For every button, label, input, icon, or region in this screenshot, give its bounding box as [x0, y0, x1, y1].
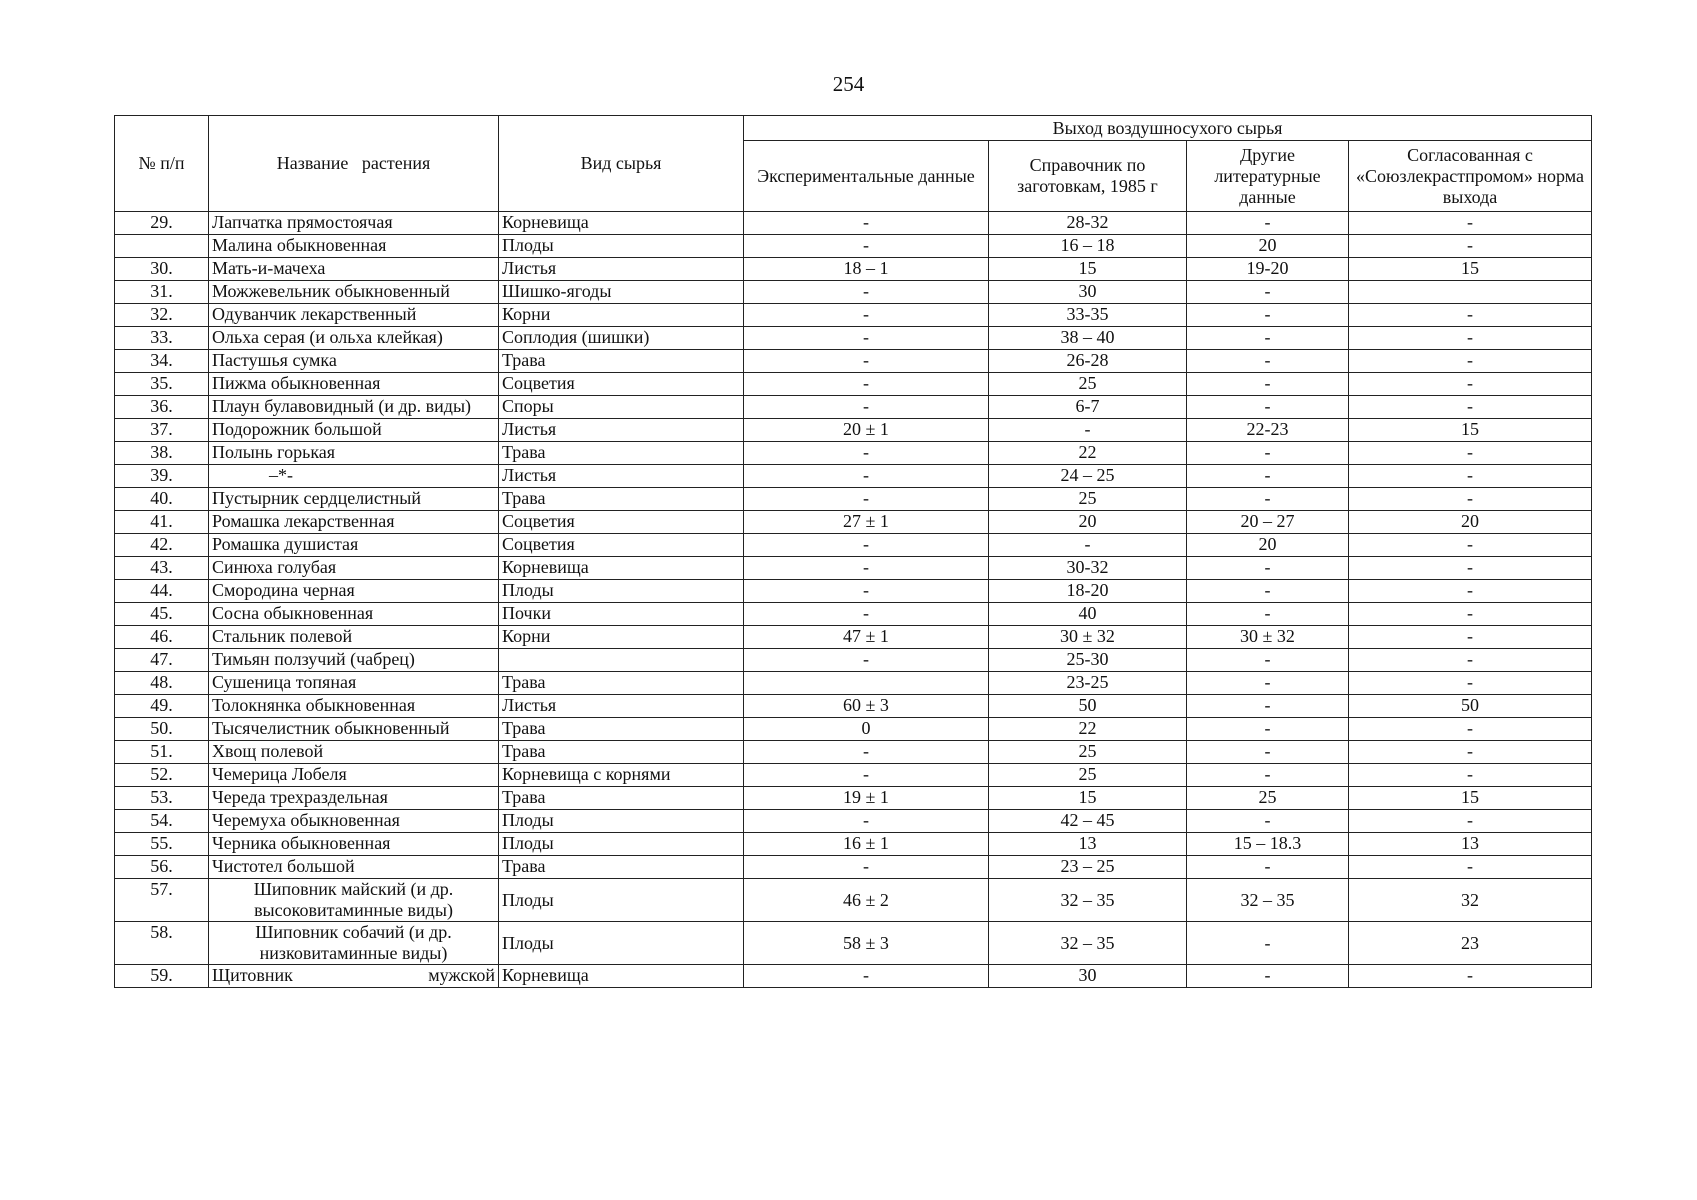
row-number: 31. [115, 281, 209, 304]
other-literature-value: 20 [1187, 534, 1349, 557]
header-experimental: Экспериментальные данные [744, 141, 989, 212]
plant-name: Лапчатка прямостоячая [209, 212, 499, 235]
row-number: 53. [115, 787, 209, 810]
agreed-norm-value: - [1349, 235, 1592, 258]
agreed-norm-value: - [1349, 672, 1592, 695]
raw-material-type: Корни [499, 304, 744, 327]
reference-value: 33-35 [989, 304, 1187, 327]
row-number: 39. [115, 465, 209, 488]
raw-material-type: Соплодия (шишки) [499, 327, 744, 350]
experimental-value: 58 ± 3 [744, 922, 989, 965]
plant-name: Черемуха обыкновенная [209, 810, 499, 833]
agreed-norm-value: - [1349, 442, 1592, 465]
raw-material-type: Корни [499, 626, 744, 649]
agreed-norm-value: - [1349, 603, 1592, 626]
other-literature-value: - [1187, 741, 1349, 764]
row-number: 58. [115, 922, 209, 965]
reference-value: 25-30 [989, 649, 1187, 672]
agreed-norm-value: 15 [1349, 419, 1592, 442]
experimental-value: - [744, 350, 989, 373]
experimental-value: 27 ± 1 [744, 511, 989, 534]
other-literature-value: 15 – 18.3 [1187, 833, 1349, 856]
table-row [115, 350, 1592, 373]
agreed-norm-value: 23 [1349, 922, 1592, 965]
plant-name: Пастушья сумка [209, 350, 499, 373]
other-literature-value: - [1187, 212, 1349, 235]
other-literature-value: - [1187, 718, 1349, 741]
reference-value: 13 [989, 833, 1187, 856]
other-literature-value: - [1187, 965, 1349, 988]
reference-value: 24 – 25 [989, 465, 1187, 488]
table-row [115, 419, 1592, 442]
raw-material-type: Корневища [499, 212, 744, 235]
reference-value: 30 ± 32 [989, 626, 1187, 649]
reference-value: 28-32 [989, 212, 1187, 235]
table-row [115, 879, 1592, 922]
plant-name: Пустырник сердцелистный [209, 488, 499, 511]
other-literature-value: - [1187, 580, 1349, 603]
reference-value: 25 [989, 488, 1187, 511]
plant-name: Сосна обыкновенная [209, 603, 499, 626]
table-row [115, 212, 1592, 235]
agreed-norm-value: - [1349, 856, 1592, 879]
raw-material-type [499, 649, 744, 672]
reference-value: 23-25 [989, 672, 1187, 695]
raw-material-type: Плоды [499, 922, 744, 965]
plant-name: Тимьян ползучий (чабрец) [209, 649, 499, 672]
other-literature-value: - [1187, 327, 1349, 350]
table-row [115, 488, 1592, 511]
agreed-norm-value: - [1349, 965, 1592, 988]
agreed-norm-value: - [1349, 580, 1592, 603]
raw-material-type: Корневища [499, 965, 744, 988]
raw-material-type: Листья [499, 465, 744, 488]
other-literature-value: - [1187, 281, 1349, 304]
plant-name: Полынь горькая [209, 442, 499, 465]
raw-material-type: Трава [499, 672, 744, 695]
header-reference-1985: Справочник по заготовкам, 1985 г [989, 141, 1187, 212]
other-literature-value: 22-23 [1187, 419, 1349, 442]
header-other-literature: Другие литературные данные [1187, 141, 1349, 212]
other-literature-value: - [1187, 649, 1349, 672]
table-row [115, 396, 1592, 419]
row-number: 30. [115, 258, 209, 281]
experimental-value: - [744, 534, 989, 557]
table-row [115, 810, 1592, 833]
raw-material-type: Плоды [499, 580, 744, 603]
table-row [115, 281, 1592, 304]
raw-material-type: Трава [499, 488, 744, 511]
experimental-value: - [744, 580, 989, 603]
row-number: 56. [115, 856, 209, 879]
row-number: 57. [115, 879, 209, 922]
other-literature-value: 19-20 [1187, 258, 1349, 281]
row-number: 48. [115, 672, 209, 695]
other-literature-value: 20 – 27 [1187, 511, 1349, 534]
agreed-norm-value: 32 [1349, 879, 1592, 922]
raw-material-type: Листья [499, 695, 744, 718]
raw-material-type: Листья [499, 419, 744, 442]
agreed-norm-value: - [1349, 488, 1592, 511]
raw-material-type: Плоды [499, 235, 744, 258]
experimental-value: 16 ± 1 [744, 833, 989, 856]
plant-name: Шиповник собачий (и др. низковитаминные виды) [209, 922, 499, 965]
other-literature-value: - [1187, 304, 1349, 327]
reference-value: 40 [989, 603, 1187, 626]
row-number: 37. [115, 419, 209, 442]
other-literature-value: - [1187, 603, 1349, 626]
plant-name: Подорожник большой [209, 419, 499, 442]
experimental-value: - [744, 442, 989, 465]
plant-name: Можжевельник обыкновенный [209, 281, 499, 304]
plant-name: Малина обыкновенная [209, 235, 499, 258]
experimental-value: - [744, 327, 989, 350]
experimental-value: - [744, 304, 989, 327]
row-number: 35. [115, 373, 209, 396]
agreed-norm-value: - [1349, 212, 1592, 235]
raw-material-type: Плоды [499, 833, 744, 856]
agreed-norm-value: 15 [1349, 258, 1592, 281]
raw-material-type: Трава [499, 741, 744, 764]
reference-value: 15 [989, 258, 1187, 281]
other-literature-value: - [1187, 764, 1349, 787]
plant-name: Чемерица Лобеля [209, 764, 499, 787]
other-literature-value: 20 [1187, 235, 1349, 258]
raw-material-type: Корневища с корнями [499, 764, 744, 787]
reference-value: 22 [989, 442, 1187, 465]
table-row [115, 258, 1592, 281]
other-literature-value: - [1187, 695, 1349, 718]
experimental-value: 0 [744, 718, 989, 741]
plant-name: Череда трехраздельная [209, 787, 499, 810]
plant-name: Шиповник майский (и др. высоковитаминные виды) [209, 879, 499, 922]
reference-value: 32 – 35 [989, 879, 1187, 922]
raw-material-type: Корневища [499, 557, 744, 580]
reference-value: 25 [989, 764, 1187, 787]
experimental-value: - [744, 396, 989, 419]
table-row [115, 534, 1592, 557]
row-number: 46. [115, 626, 209, 649]
row-number: 41. [115, 511, 209, 534]
plant-name: Черника обыкновенная [209, 833, 499, 856]
raw-material-type: Соцветия [499, 373, 744, 396]
reference-value: 38 – 40 [989, 327, 1187, 350]
raw-material-type: Трава [499, 442, 744, 465]
table-row [115, 764, 1592, 787]
experimental-value: - [744, 649, 989, 672]
table-row [115, 672, 1592, 695]
table-row [115, 235, 1592, 258]
plant-name: Чистотел большой [209, 856, 499, 879]
reference-value: 16 – 18 [989, 235, 1187, 258]
row-number [115, 235, 209, 258]
row-number: 49. [115, 695, 209, 718]
plant-name: –*- [209, 465, 499, 488]
row-number: 34. [115, 350, 209, 373]
header-raw-material-type: Вид сырья [499, 116, 744, 212]
row-number: 51. [115, 741, 209, 764]
reference-value: 30 [989, 281, 1187, 304]
row-number: 32. [115, 304, 209, 327]
table-row [115, 965, 1592, 988]
other-literature-value: - [1187, 672, 1349, 695]
agreed-norm-value: - [1349, 810, 1592, 833]
raw-material-type: Трава [499, 350, 744, 373]
reference-value: 23 – 25 [989, 856, 1187, 879]
other-literature-value: - [1187, 396, 1349, 419]
table-row [115, 304, 1592, 327]
other-literature-value: 32 – 35 [1187, 879, 1349, 922]
experimental-value: 47 ± 1 [744, 626, 989, 649]
experimental-value: - [744, 810, 989, 833]
plant-name: Хвощ полевой [209, 741, 499, 764]
raw-material-type: Соцветия [499, 511, 744, 534]
plant-name: Ольха серая (и ольха клейкая) [209, 327, 499, 350]
table-row [115, 695, 1592, 718]
experimental-value: 18 – 1 [744, 258, 989, 281]
table-row [115, 856, 1592, 879]
experimental-value: - [744, 965, 989, 988]
agreed-norm-value: - [1349, 327, 1592, 350]
plant-name: Щитовник мужской [209, 965, 499, 988]
header-num: № п/п [115, 116, 209, 212]
other-literature-value: - [1187, 810, 1349, 833]
row-number: 45. [115, 603, 209, 626]
reference-value: 30-32 [989, 557, 1187, 580]
experimental-value: - [744, 488, 989, 511]
table-row [115, 626, 1592, 649]
reference-value: 15 [989, 787, 1187, 810]
agreed-norm-value: - [1349, 304, 1592, 327]
table-row [115, 741, 1592, 764]
other-literature-value: - [1187, 922, 1349, 965]
row-number: 50. [115, 718, 209, 741]
table-row [115, 327, 1592, 350]
row-number: 43. [115, 557, 209, 580]
plant-name: Стальник полевой [209, 626, 499, 649]
raw-material-type: Трава [499, 718, 744, 741]
raw-material-type: Листья [499, 258, 744, 281]
reference-value: - [989, 534, 1187, 557]
table-row [115, 557, 1592, 580]
raw-material-type: Почки [499, 603, 744, 626]
plant-name: Тысячелистник обыкновенный [209, 718, 499, 741]
plant-name: Толокнянка обыкновенная [209, 695, 499, 718]
plant-name: Сушеница топяная [209, 672, 499, 695]
raw-material-type: Трава [499, 856, 744, 879]
other-literature-value: - [1187, 350, 1349, 373]
agreed-norm-value: 13 [1349, 833, 1592, 856]
row-number: 33. [115, 327, 209, 350]
experimental-value: - [744, 235, 989, 258]
agreed-norm-value: - [1349, 534, 1592, 557]
row-number: 36. [115, 396, 209, 419]
plant-yield-table [114, 115, 1592, 988]
experimental-value: - [744, 212, 989, 235]
plant-name: Пижма обыкновенная [209, 373, 499, 396]
raw-material-type: Шишко-ягоды [499, 281, 744, 304]
experimental-value: - [744, 281, 989, 304]
reference-value: 26-28 [989, 350, 1187, 373]
reference-value: 32 – 35 [989, 922, 1187, 965]
table-row [115, 833, 1592, 856]
plant-name: Синюха голубая [209, 557, 499, 580]
agreed-norm-value: - [1349, 396, 1592, 419]
table-row [115, 718, 1592, 741]
plant-name: Ромашка душистая [209, 534, 499, 557]
other-literature-value: - [1187, 488, 1349, 511]
experimental-value: - [744, 741, 989, 764]
row-number: 42. [115, 534, 209, 557]
other-literature-value: - [1187, 465, 1349, 488]
table-row [115, 442, 1592, 465]
plant-name: Мать-и-мачеха [209, 258, 499, 281]
row-number: 59. [115, 965, 209, 988]
other-literature-value: - [1187, 856, 1349, 879]
experimental-value: - [744, 764, 989, 787]
agreed-norm-value: - [1349, 557, 1592, 580]
other-literature-value: 25 [1187, 787, 1349, 810]
page-number: 254 [832, 72, 865, 96]
reference-value: 6-7 [989, 396, 1187, 419]
reference-value: 22 [989, 718, 1187, 741]
plant-name: Одуванчик лекарственный [209, 304, 499, 327]
agreed-norm-value: - [1349, 764, 1592, 787]
experimental-value [744, 672, 989, 695]
plant-name: Смородина черная [209, 580, 499, 603]
experimental-value: - [744, 373, 989, 396]
agreed-norm-value: - [1349, 718, 1592, 741]
header-agreed-norm: Согласованная с «Союзлекрастпромом» норма выхода [1349, 141, 1592, 212]
other-literature-value: - [1187, 557, 1349, 580]
experimental-value: - [744, 465, 989, 488]
row-number: 40. [115, 488, 209, 511]
table-row [115, 649, 1592, 672]
header-yield-group: Выход воздушносухого сырья [744, 116, 1592, 141]
experimental-value: 46 ± 2 [744, 879, 989, 922]
agreed-norm-value: 15 [1349, 787, 1592, 810]
experimental-value: - [744, 856, 989, 879]
reference-value: 20 [989, 511, 1187, 534]
reference-value: 42 – 45 [989, 810, 1187, 833]
experimental-value: 19 ± 1 [744, 787, 989, 810]
agreed-norm-value [1349, 281, 1592, 304]
row-number: 38. [115, 442, 209, 465]
experimental-value: - [744, 557, 989, 580]
plant-name: Плаун булавовидный (и др. виды) [209, 396, 499, 419]
reference-value: - [989, 419, 1187, 442]
table-row [115, 787, 1592, 810]
row-number: 52. [115, 764, 209, 787]
agreed-norm-value: 20 [1349, 511, 1592, 534]
table-row [115, 580, 1592, 603]
row-number: 47. [115, 649, 209, 672]
agreed-norm-value: 50 [1349, 695, 1592, 718]
table-row [115, 922, 1592, 965]
raw-material-type: Плоды [499, 810, 744, 833]
agreed-norm-value: - [1349, 649, 1592, 672]
agreed-norm-value: - [1349, 741, 1592, 764]
raw-material-type: Споры [499, 396, 744, 419]
experimental-value: - [744, 603, 989, 626]
table-row [115, 465, 1592, 488]
reference-value: 50 [989, 695, 1187, 718]
reference-value: 30 [989, 965, 1187, 988]
experimental-value: 60 ± 3 [744, 695, 989, 718]
row-number: 44. [115, 580, 209, 603]
agreed-norm-value: - [1349, 373, 1592, 396]
row-number: 55. [115, 833, 209, 856]
table-row [115, 373, 1592, 396]
other-literature-value: 30 ± 32 [1187, 626, 1349, 649]
raw-material-type: Плоды [499, 879, 744, 922]
plant-name: Ромашка лекарственная [209, 511, 499, 534]
table-row [115, 511, 1592, 534]
other-literature-value: - [1187, 373, 1349, 396]
raw-material-type: Трава [499, 787, 744, 810]
agreed-norm-value: - [1349, 626, 1592, 649]
experimental-value: 20 ± 1 [744, 419, 989, 442]
raw-material-type: Соцветия [499, 534, 744, 557]
header-plant-name: Название растения [209, 116, 499, 212]
reference-value: 25 [989, 373, 1187, 396]
row-number: 54. [115, 810, 209, 833]
other-literature-value: - [1187, 442, 1349, 465]
reference-value: 25 [989, 741, 1187, 764]
row-number: 29. [115, 212, 209, 235]
agreed-norm-value: - [1349, 465, 1592, 488]
table-row [115, 603, 1592, 626]
agreed-norm-value: - [1349, 350, 1592, 373]
reference-value: 18-20 [989, 580, 1187, 603]
